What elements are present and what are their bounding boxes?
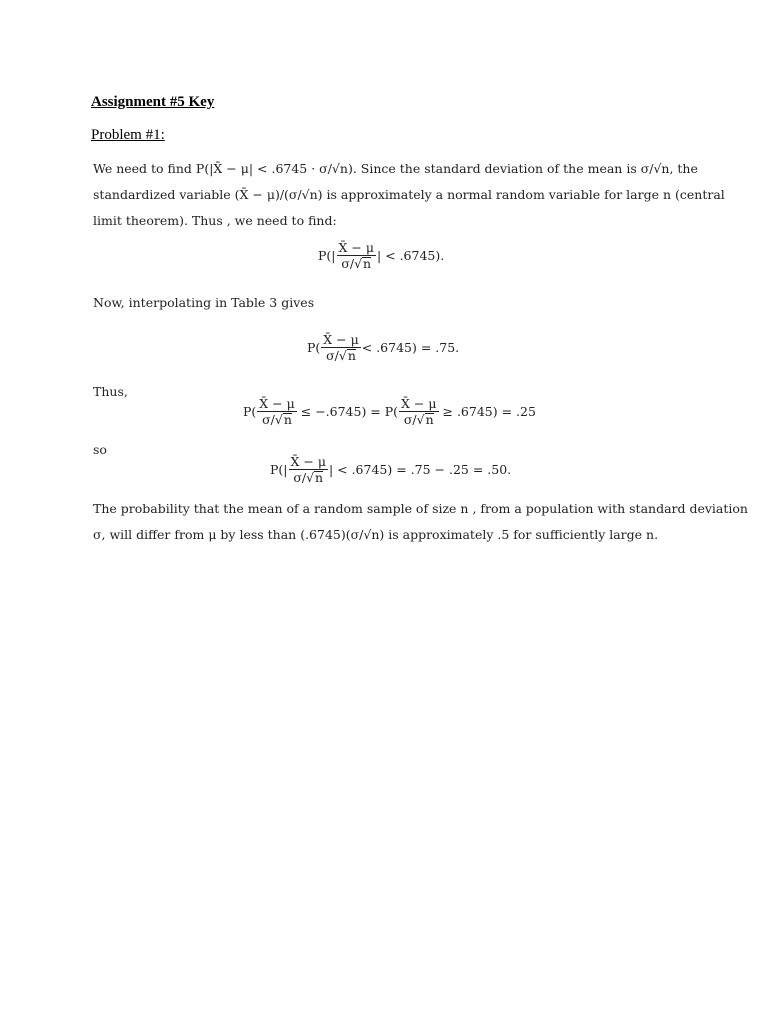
equation-3: P( $\frac{X̄ - \mu}{\sigma/√n}$ ≤ −.6745) = P( $\frac{X̄ - \mu}{\sigma/√n}$ ≥ .6745) = .25 — [243, 396, 536, 428]
fraction: $\frac{X̄ - \mu}{\sigma/√n}$ — [401, 396, 437, 428]
equation-4: P(| $\frac{X̄ - \mu}{\sigma/√n}$ | < .6745) = .75 − .25 = .50. — [270, 454, 512, 486]
problem-heading: Problem #1: — [91, 127, 165, 143]
equation-2: P( $\frac{X̄ - \mu}{\sigma/√n}$ < .6745) = .75. — [307, 332, 460, 364]
intro-line-3: limit theorem). Thus , we need to find: — [93, 213, 337, 228]
conclusion-line-1: The probability that the mean of a random sample of size n , from a population with standard deviation — [93, 501, 748, 516]
fraction: $\frac{X̄ - \mu}{\sigma/√n}$ — [259, 396, 295, 428]
conclusion-line-2: σ, will differ from μ by less than (.6745)(σ/√n) is approximately .5 for sufficiently large n. — [93, 527, 659, 542]
fraction: $\frac{X̄ - \mu}{\sigma/√n}$ — [323, 332, 359, 364]
intro-line-2: standardized variable (X̄ − μ)/(σ/√n) is approximately a normal random variable for large n (central — [93, 187, 725, 202]
equation-1: P(| $\frac{X̄ - \mu}{\sigma/√n}$ | < .6745). — [318, 240, 445, 272]
intro-paragraph — [93, 156, 725, 234]
page-title: Assignment #5 Key — [91, 94, 215, 110]
thus-text: Thus, — [93, 384, 128, 399]
fraction: $\frac{X̄ - \mu}{\sigma/√n}$ — [338, 240, 374, 272]
intro-line-1: We need to find P(|X̄ − μ| < .6745 · σ/√n). Since the standard deviation of the mean is σ/√n, the — [93, 161, 698, 176]
fraction: $\frac{X̄ - \mu}{\sigma/√n}$ — [290, 454, 326, 486]
so-text: so — [93, 442, 107, 457]
conclusion-paragraph — [93, 496, 748, 548]
interpolation-text: Now, interpolating in Table 3 gives — [93, 295, 315, 310]
